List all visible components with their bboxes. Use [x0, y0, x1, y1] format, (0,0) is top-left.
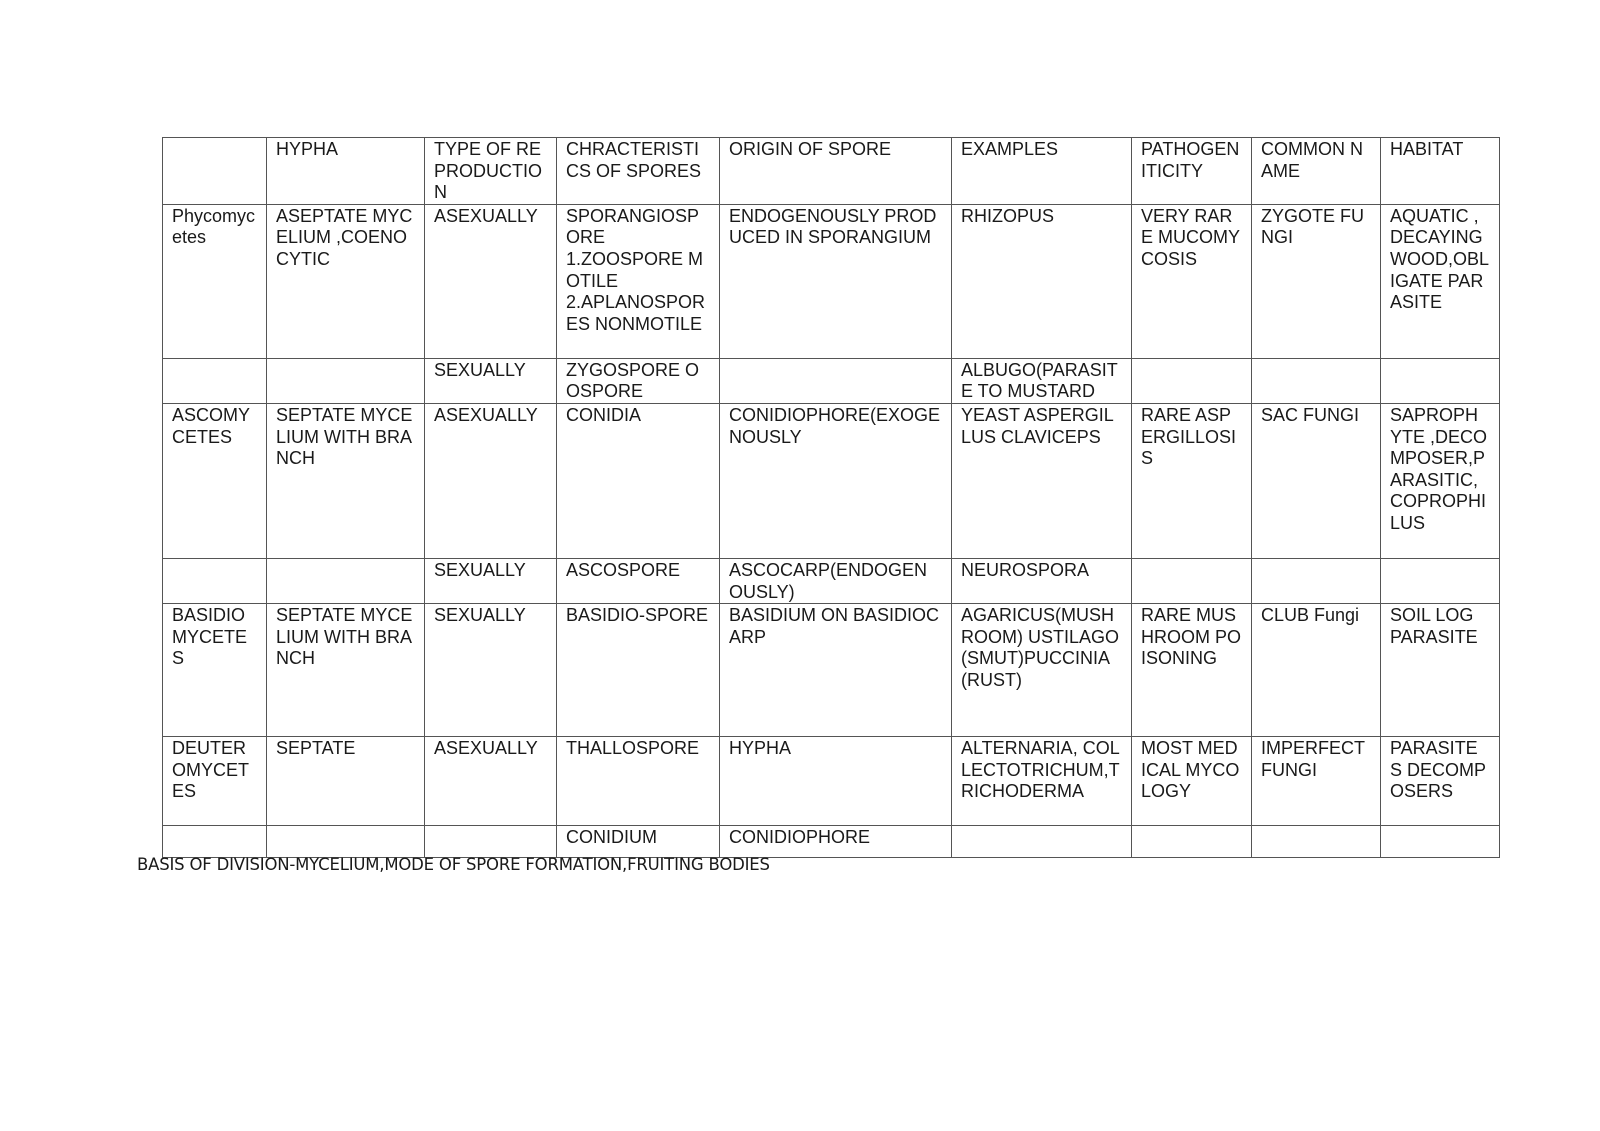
header-cell: COMMON NAME	[1252, 138, 1381, 205]
table-cell: DEUTEROMYCETES	[163, 737, 267, 826]
table-cell: BASIDIUM ON BASIDIOCARP	[720, 604, 952, 737]
table-cell: CONIDIA	[557, 403, 720, 558]
table-cell	[267, 826, 425, 858]
header-cell: HYPHA	[267, 138, 425, 205]
table-cell: ASCOSPORE	[557, 558, 720, 603]
table-cell: SOIL LOG PARASITE	[1381, 604, 1500, 737]
table-cell	[425, 826, 557, 858]
table-cell: ASCOCARP(ENDOGENOUSLY)	[720, 558, 952, 603]
table-cell: BASIDIO-SPORE	[557, 604, 720, 737]
header-cell: PATHOGENITICITY	[1132, 138, 1252, 205]
table-cell: SEPTATE MYCELIUM WITH BRANCH	[267, 403, 425, 558]
header-cell: EXAMPLES	[952, 138, 1132, 205]
table-cell	[1252, 558, 1381, 603]
header-cell: ORIGIN OF SPORE	[720, 138, 952, 205]
table-cell	[163, 826, 267, 858]
table-cell: Phycomycetes	[163, 204, 267, 358]
table-cell: ALTERNARIA, COLLECTOTRICHUM,TRICHODERMA	[952, 737, 1132, 826]
table-cell	[267, 358, 425, 403]
table-cell: CONIDIOPHORE	[720, 826, 952, 858]
table-cell: ASEXUALLY	[425, 403, 557, 558]
table-cell: ASCOMYCETES	[163, 403, 267, 558]
table-cell: SEXUALLY	[425, 358, 557, 403]
table-cell: SEXUALLY	[425, 558, 557, 603]
table-row	[163, 204, 1500, 358]
table-row	[163, 604, 1500, 737]
table-cell: NEUROSPORA	[952, 558, 1132, 603]
table-cell	[1252, 358, 1381, 403]
table-cell	[952, 826, 1132, 858]
table-cell: CLUB Fungi	[1252, 604, 1381, 737]
table-cell: AQUATIC ,DECAYING WOOD,OBLIGATE PARASITE	[1381, 204, 1500, 358]
table-cell: SAPROPHYTE ,DECOMPOSER,PARASITIC,COPROPHILUS	[1381, 403, 1500, 558]
table-cell: ASEXUALLY	[425, 737, 557, 826]
table-cell: SEPTATE MYCELIUM WITH BRANCH	[267, 604, 425, 737]
table-cell: AGARICUS(MUSHROOM) USTILAGO(SMUT)PUCCINIA(RUST)	[952, 604, 1132, 737]
table-cell: CONIDIOPHORE(EXOGENOUSLY	[720, 403, 952, 558]
table-cell	[163, 558, 267, 603]
header-cell	[163, 138, 267, 205]
table-row	[163, 558, 1500, 603]
table-cell: RARE ASPERGILLOSIS	[1132, 403, 1252, 558]
table-cell	[163, 358, 267, 403]
header-cell: CHRACTERISTICS OF SPORES	[557, 138, 720, 205]
table-cell: THALLOSPORE	[557, 737, 720, 826]
table-cell: BASIDIOMYCETES	[163, 604, 267, 737]
table-cell	[1132, 558, 1252, 603]
table-cell: YEAST ASPERGILLUS CLAVICEPS	[952, 403, 1132, 558]
table-header-row	[163, 138, 1500, 205]
table-cell: SPORANGIOSPORE 1.ZOOSPORE MOTILE 2.APLANOSPORES NONMOTILE	[557, 204, 720, 358]
table-cell: ASEPTATE MYCELIUM ,COENOCYTIC	[267, 204, 425, 358]
table-cell	[1132, 826, 1252, 858]
table-cell: CONIDIUM	[557, 826, 720, 858]
table-cell: ZYGOTE FUNGI	[1252, 204, 1381, 358]
table-cell	[1252, 826, 1381, 858]
table-cell: ENDOGENOUSLY PRODUCED IN SPORANGIUM	[720, 204, 952, 358]
table-cell: MOST MEDICAL MYCOLOGY	[1132, 737, 1252, 826]
table-row	[163, 737, 1500, 826]
header-cell: TYPE OF REPRODUCTION	[425, 138, 557, 205]
table-cell: ZYGOSPORE OOSPORE	[557, 358, 720, 403]
table-cell: SAC FUNGI	[1252, 403, 1381, 558]
table-cell	[720, 358, 952, 403]
table-cell: ALBUGO(PARASITE TO MUSTARD	[952, 358, 1132, 403]
table-cell	[1132, 358, 1252, 403]
fungi-classification-table	[162, 137, 1500, 858]
table-cell: RHIZOPUS	[952, 204, 1132, 358]
table-cell: ASEXUALLY	[425, 204, 557, 358]
table-cell	[1381, 826, 1500, 858]
table-cell	[1381, 358, 1500, 403]
header-cell: HABITAT	[1381, 138, 1500, 205]
table-cell: HYPHA	[720, 737, 952, 826]
table-cell: PARASITES DECOMPOSERS	[1381, 737, 1500, 826]
table-cell: RARE MUSHROOM POISONING	[1132, 604, 1252, 737]
table-cell	[267, 558, 425, 603]
table-row	[163, 358, 1500, 403]
table-cell: SEXUALLY	[425, 604, 557, 737]
table-row	[163, 403, 1500, 558]
table-cell	[1381, 558, 1500, 603]
table-row	[163, 826, 1500, 858]
table-cell: VERY RARE MUCOMYCOSIS	[1132, 204, 1252, 358]
table-cell: SEPTATE	[267, 737, 425, 826]
table-cell: IMPERFECT FUNGI	[1252, 737, 1381, 826]
table-caption: BASIS OF DIVISION-MYCELIUM,MODE OF SPORE FORMATION,FRUITING BODIES	[137, 855, 770, 874]
